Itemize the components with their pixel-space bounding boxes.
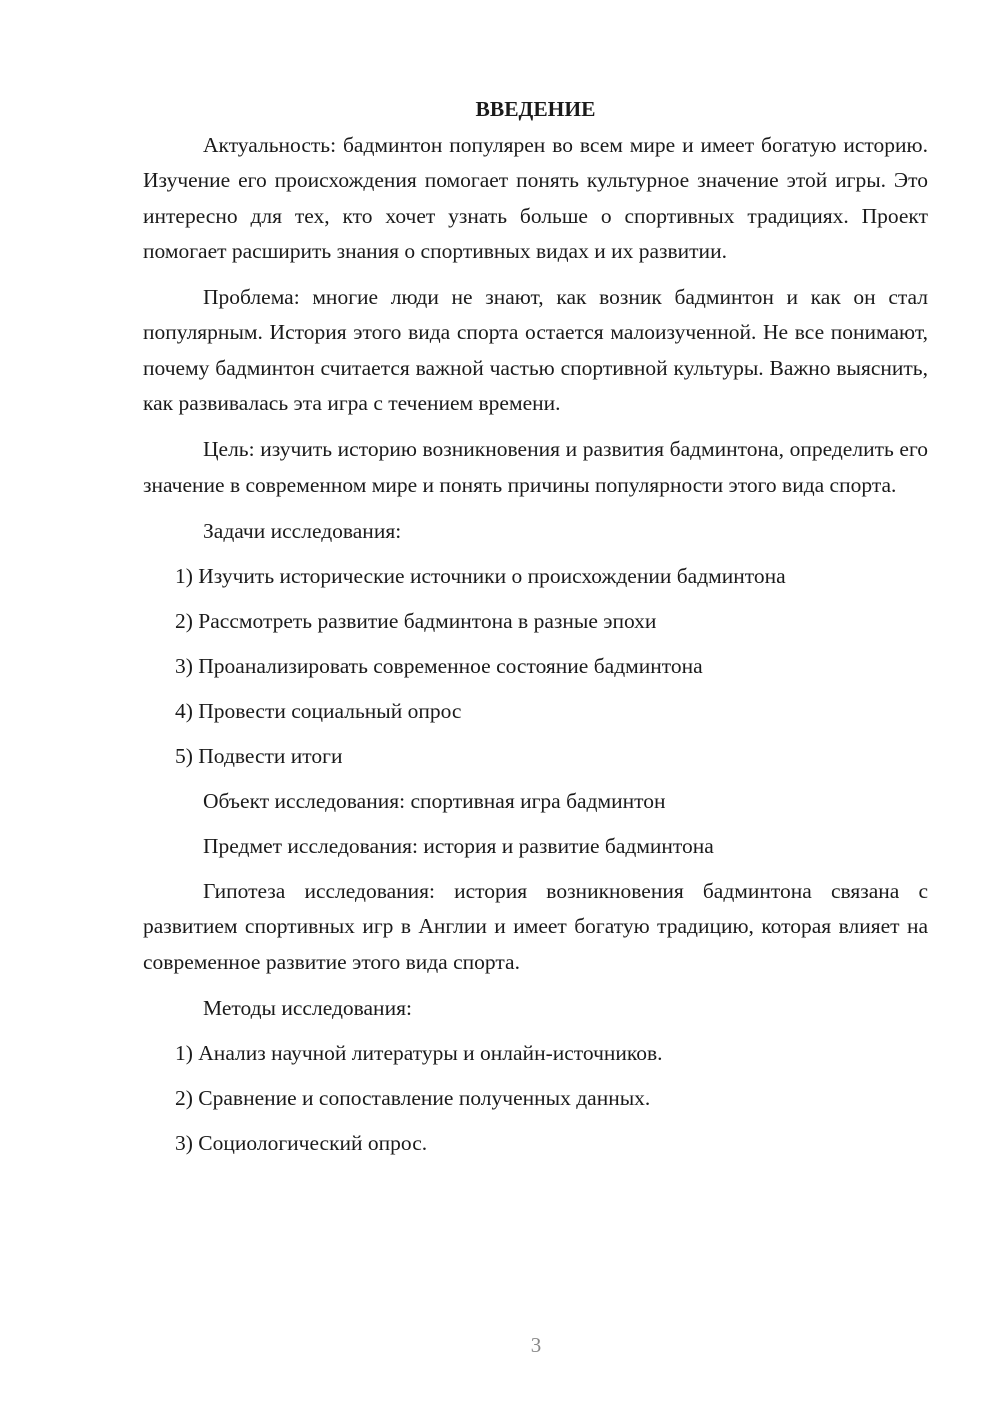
task-item: 3) Проанализировать современное состояние бадминтона <box>175 653 703 678</box>
methods-heading: Методы исследования: <box>203 995 412 1020</box>
task-item: 1) Изучить исторические источники о происхождении бадминтона <box>175 563 786 588</box>
tasks-heading: Задачи исследования: <box>203 518 402 543</box>
method-item: 1) Анализ научной литературы и онлайн-источников. <box>175 1040 663 1065</box>
goal-paragraph: Цель: изучить историю возникновения и развития бадминтона, определить его значение в современном мире и понять причины популярности этого вида спорта. <box>143 437 928 497</box>
task-item: 4) Провести социальный опрос <box>175 698 462 723</box>
document-page <box>143 92 928 1171</box>
problem-paragraph: Проблема: многие люди не знают, как возник бадминтон и как он стал популярным. История этого вида спорта остается малоизученной. Не все понимают, почему бадминтон считается важной частью спортивной культуры. Важно выяснить, как развивалась эта игра с течением времени. <box>143 285 928 416</box>
section-title: ВВЕДЕНИЕ <box>475 97 596 121</box>
research-subject: Предмет исследования: история и развитие бадминтона <box>203 833 714 858</box>
page-number: 3 <box>530 1333 542 1357</box>
relevance-paragraph: Актуальность: бадминтон популярен во всем мире и имеет богатую историю. Изучение его происхождения помогает понять культурное значение этой игры. Это интересно для тех, кто хочет узнать больше о спортивных традициях. Проект помогает расширить знания о спортивных видах и их развитии. <box>143 133 928 263</box>
method-item: 3) Социологический опрос. <box>175 1130 428 1155</box>
task-item: 2) Рассмотреть развитие бадминтона в разные эпохи <box>175 608 657 633</box>
research-object: Объект исследования: спортивная игра бадминтон <box>203 788 666 813</box>
hypothesis-paragraph: Гипотеза исследования: история возникновения бадминтона связана с развитием спортивных игр в Англии и имеет богатую традицию, которая влияет на современное развитие этого вида спорта. <box>143 878 928 974</box>
task-item: 5) Подвести итоги <box>175 743 343 768</box>
method-item: 2) Сравнение и сопоставление полученных данных. <box>175 1085 651 1110</box>
